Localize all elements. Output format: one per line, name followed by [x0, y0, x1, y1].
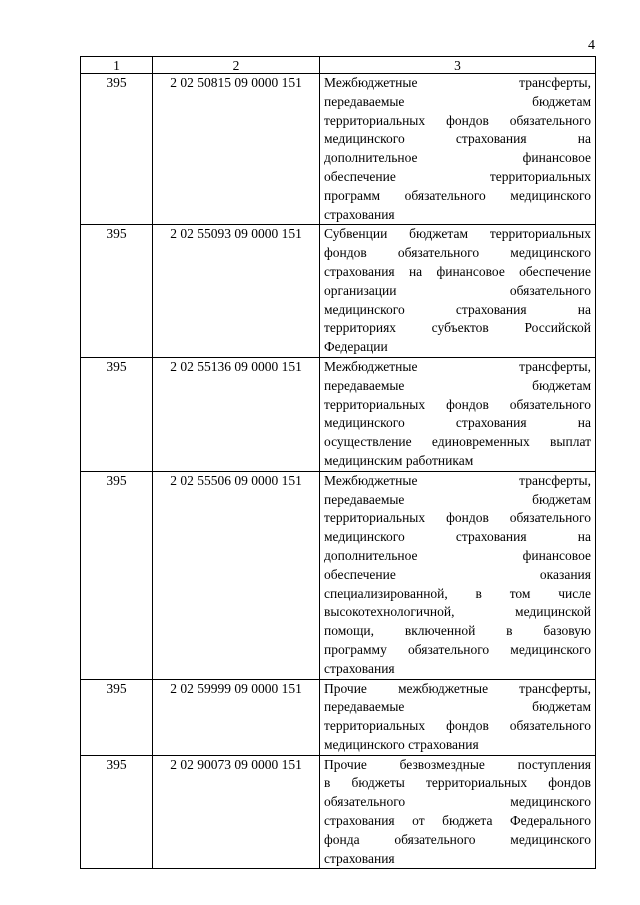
budget-code-cell: 2 02 50815 09 0000 151	[153, 74, 320, 225]
description-line: организации обязательного	[324, 282, 591, 298]
description-cell	[320, 471, 596, 679]
description-line: территориальных фондов обязательного	[324, 396, 591, 412]
description-line: программу обязательного медицинского	[324, 641, 591, 657]
description-line: страхования	[324, 206, 395, 222]
description-line: передаваемые бюджетам	[324, 491, 591, 507]
budget-code-cell: 2 02 55093 09 0000 151	[153, 225, 320, 358]
description-line: территориальных фондов обязательного	[324, 718, 591, 734]
description-line: программ обязательного медицинского	[324, 187, 591, 203]
description-cell	[320, 679, 596, 755]
table-row	[81, 357, 596, 471]
description-line: обеспечение оказания	[324, 566, 591, 582]
column-header-2: 2	[153, 57, 320, 74]
admin-code-cell: 395	[81, 471, 153, 679]
description-line: страхования	[324, 660, 395, 676]
description-line: помощи, включенной в базовую	[324, 623, 591, 639]
column-header-3: 3	[320, 57, 596, 74]
admin-code-cell: 395	[81, 679, 153, 755]
description-line: Межбюджетные трансферты,	[324, 75, 591, 90]
description-line: обязательного медицинского	[324, 794, 591, 810]
budget-code-cell: 2 02 90073 09 0000 151	[153, 755, 320, 869]
budget-code-cell: 2 02 55136 09 0000 151	[153, 357, 320, 471]
description-cell	[320, 357, 596, 471]
admin-code-cell: 395	[81, 755, 153, 869]
description-line: территориях субъектов Российской	[324, 320, 591, 336]
description-line: осуществление единовременных выплат	[324, 434, 591, 450]
column-header-1: 1	[81, 57, 153, 74]
description-line: передаваемые бюджетам	[324, 699, 591, 715]
description-line: фонда обязательного медицинского	[324, 831, 591, 847]
description-line: обеспечение территориальных	[324, 168, 591, 184]
description-line: страхования	[324, 850, 395, 866]
description-line: Межбюджетные трансферты,	[324, 472, 591, 488]
description-line: медицинского страхования на	[324, 131, 591, 147]
description-line: дополнительное финансовое	[324, 150, 591, 166]
description-line: Прочие безвозмездные поступления	[324, 756, 591, 772]
description-line: территориальных фондов обязательного	[324, 510, 591, 526]
table-row	[81, 471, 596, 679]
admin-code-cell: 395	[81, 225, 153, 358]
description-line: страхования на финансовое обеспечение	[324, 263, 591, 279]
description-line: медицинским работникам	[324, 452, 474, 468]
budget-code-cell: 2 02 59999 09 0000 151	[153, 679, 320, 755]
admin-code-cell: 395	[81, 74, 153, 225]
description-line: передаваемые бюджетам	[324, 93, 591, 109]
description-cell	[320, 755, 596, 869]
description-cell	[320, 74, 596, 225]
description-line: медицинского страхования на	[324, 529, 591, 545]
description-line: передаваемые бюджетам	[324, 377, 591, 393]
description-line: в бюджеты территориальных фондов	[324, 775, 591, 791]
description-line: высокотехнологичной, медицинской	[324, 604, 591, 620]
description-line: Федерации	[324, 339, 388, 355]
budget-classification-table	[80, 56, 596, 869]
table-row	[81, 755, 596, 869]
description-line: страхования от бюджета Федерального	[324, 813, 591, 829]
table-header-row	[81, 57, 596, 74]
description-cell	[320, 225, 596, 358]
description-line: медицинского страхования	[324, 736, 479, 752]
description-line: Субвенции бюджетам территориальных	[324, 226, 591, 242]
budget-code-cell: 2 02 55506 09 0000 151	[153, 471, 320, 679]
description-line: специализированной, в том числе	[324, 585, 591, 601]
table-row	[81, 74, 596, 225]
description-line: Межбюджетные трансферты,	[324, 358, 591, 374]
page-number: 4	[588, 38, 595, 53]
description-line: медицинского страхования на	[324, 415, 591, 431]
table-row	[81, 225, 596, 358]
table-body	[81, 74, 596, 869]
description-line: медицинского страхования на	[324, 301, 591, 317]
admin-code-cell: 395	[81, 357, 153, 471]
description-line: дополнительное финансовое	[324, 547, 591, 563]
table-row	[81, 679, 596, 755]
description-line: территориальных фондов обязательного	[324, 112, 591, 128]
description-line: фондов обязательного медицинского	[324, 245, 591, 261]
description-line: Прочие межбюджетные трансферты,	[324, 680, 591, 696]
